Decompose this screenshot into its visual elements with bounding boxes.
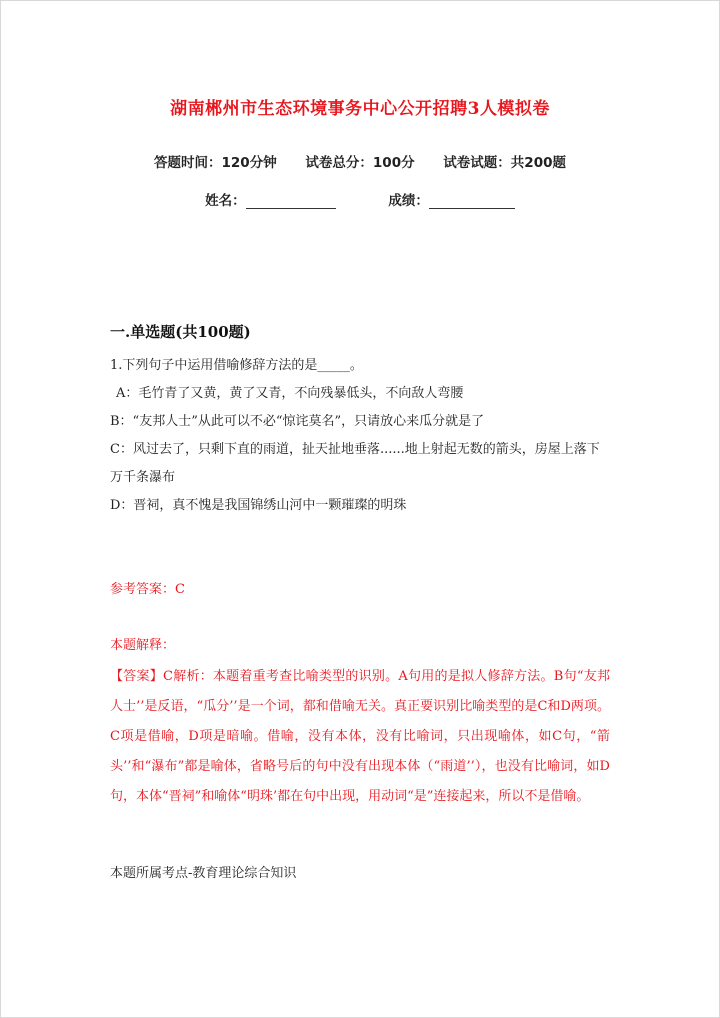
- name-field: [205, 189, 336, 209]
- knowledge-point: 本题所属考点-教育理论综合知识: [110, 866, 297, 881]
- name-blank: [246, 194, 336, 209]
- option-a: A：毛竹青了又黄，黄了又青，不向残暴低头，不向敌人弯腰: [116, 386, 464, 401]
- section-heading: 一.单选题(共100题): [110, 323, 251, 341]
- name-score-row: [0, 189, 720, 209]
- explanation-body: 【答案】C解析：本题着重考查比喻类型的识别。A句用的是拟人修辞方法。B句“友邦人士’’是反语，“瓜分’’是一个词，都和借喻无关。真正要识别比喻类型的是C和D两项。C项是借喻，D项是暗喻。借喻，没有本体，没有比喻词，只出现喻体，如C句，“箭头’’和“瀑布”都是喻体，省略号后的句中没有出现本体（“雨道’’），也没有比喻词，如D句，本体“晋祠”和喻体“明珠’都在句中出现，用动词“是”连接起来，所以不是借喻。: [110, 669, 610, 804]
- question-stem: 1.下列句子中运用借喻修辞方法的是_____。: [110, 358, 363, 373]
- page-title: 湖南郴州市生态环境事务中心公开招聘3人模拟卷: [170, 99, 550, 119]
- score-label: 成绩：: [388, 193, 429, 209]
- name-label: 姓名：: [205, 193, 246, 209]
- option-d: D：晋祠，真不愧是我国锦绣山河中一颗璀璨的明珠: [110, 498, 407, 513]
- score-blank: [429, 194, 515, 209]
- exam-total-score: 试卷总分：100分: [305, 155, 415, 171]
- explanation-label: 本题解释：: [110, 638, 176, 653]
- option-c: C：风过去了，只剩下直的雨道，扯天扯地垂落......地上射起无数的箭头，房屋上落下万千条瀑布: [110, 442, 600, 485]
- exam-question-count: 试卷试题：共200题: [443, 155, 566, 171]
- exam-info: [0, 151, 720, 171]
- option-b: B：“友邦人士”从此可以不必“惊诧莫名”，只请放心来瓜分就是了: [110, 414, 485, 429]
- exam-time: 答题时间：120分钟: [154, 155, 277, 171]
- reference-answer: 参考答案：C: [110, 582, 185, 597]
- score-field: [388, 189, 515, 209]
